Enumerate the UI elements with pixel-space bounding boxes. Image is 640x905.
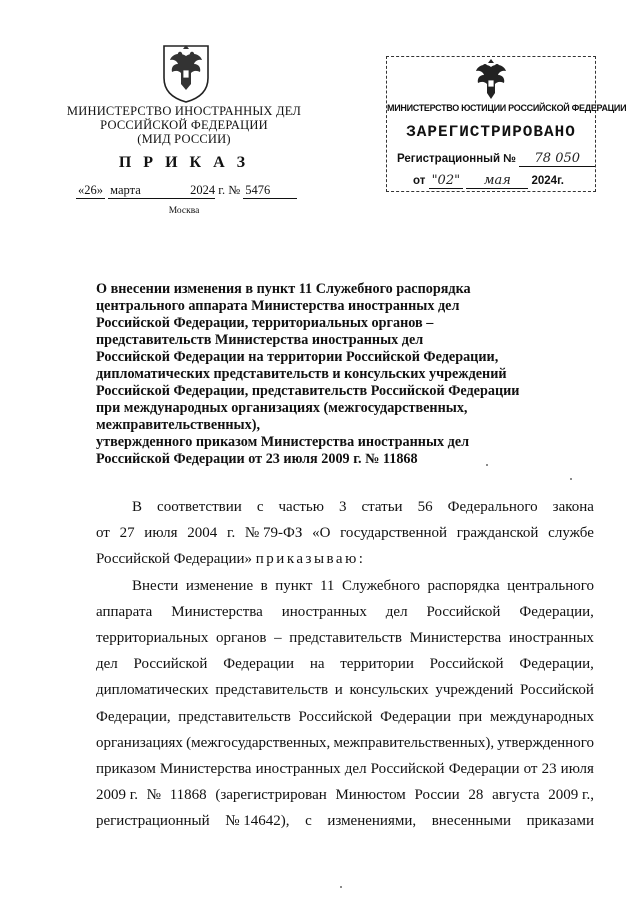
paragraph-2-line <box>96 808 594 834</box>
title-line: дипломатических представительств и консульских учреждений <box>96 366 507 382</box>
title-line: центрального аппарата Министерства иностранных дел <box>96 298 460 314</box>
word: службе <box>548 525 594 542</box>
word: июля <box>144 525 178 542</box>
stamp-reg-label: Регистрационный № <box>397 153 517 165</box>
word: консульских <box>349 682 429 699</box>
word: 23 <box>541 761 557 778</box>
paragraph-2-line <box>96 677 594 703</box>
stamp-date-line <box>413 173 593 189</box>
word: 2009 г. <box>96 787 138 804</box>
word: государственной <box>340 525 448 542</box>
word: межправительственных), <box>333 734 495 751</box>
word: при <box>458 708 483 725</box>
paragraph-2-line <box>96 782 594 808</box>
word: приказом <box>96 761 156 778</box>
word: 56 <box>417 499 433 515</box>
title-line: утвержденного приказом Министерства иностранных дел <box>96 434 470 450</box>
word: Министерства <box>409 630 502 647</box>
word: Российской <box>426 603 501 620</box>
word: Российской <box>429 656 504 673</box>
word: Минюстом <box>335 787 406 804</box>
word: 11 <box>319 577 335 594</box>
stamp-date-day: "02" <box>429 173 464 189</box>
ministry-line-1: МИНИСТЕРСТВО ИНОСТРАННЫХ ДЕЛ <box>66 104 302 118</box>
order-number: 5476 <box>243 183 297 199</box>
word: изменение <box>185 577 254 594</box>
word: г. <box>226 525 236 542</box>
word: 27 <box>119 525 135 542</box>
word: учреждений <box>435 682 514 699</box>
word: Федерации, <box>519 603 594 620</box>
stamp-department: МИНИСТЕРСТВО ЮСТИЦИИ РОССИЙСКОЙ ФЕДЕРАЦИИ <box>387 103 627 113</box>
paragraph-2-line <box>96 704 594 730</box>
scan-speck <box>486 464 488 466</box>
word: Федерации <box>223 656 295 673</box>
word: Федерации, <box>96 708 171 725</box>
word: иностранных <box>255 761 341 778</box>
title-line: О внесении изменения в пункт 11 Служебного распорядка <box>96 281 471 297</box>
word: распорядка <box>427 577 500 594</box>
word: – <box>274 630 282 647</box>
word: иностранных <box>508 630 594 647</box>
word: Федерации <box>448 761 520 778</box>
word: внесенными <box>431 813 512 830</box>
paragraph-1-line <box>96 520 594 546</box>
order-date-year: 2024 <box>190 183 216 197</box>
stamp-reg-number: 78 050 <box>519 151 595 167</box>
title-line: Российской Федерации от 23 июля 2009 г. № 11868 <box>96 451 418 467</box>
word: 3 <box>338 499 347 515</box>
paragraph-1-text: Российской Федерации» <box>96 551 253 568</box>
word: № 14642), <box>225 813 290 830</box>
word: с <box>305 813 312 830</box>
word: (зарегистрирован <box>215 787 327 804</box>
scan-speck <box>340 886 342 888</box>
title-line: Российской Федерации, представительств Российской Федерации <box>96 383 520 399</box>
word: дел <box>385 603 408 620</box>
title-line: межправительственных), <box>96 417 260 433</box>
paragraph-2-line <box>96 651 594 677</box>
word: Российской <box>520 682 594 699</box>
word: в <box>260 577 268 594</box>
word: международных <box>489 708 594 725</box>
word: 11868 <box>169 787 207 804</box>
word: гражданской <box>456 525 539 542</box>
word: представительств <box>215 682 329 699</box>
order-verb: приказываю: <box>255 551 366 568</box>
title-line: Российской Федерации, территориальных органов – <box>96 315 434 331</box>
paragraph-2-line <box>96 625 594 651</box>
word: иностранных <box>281 603 367 620</box>
order-number-sign: № <box>228 183 241 197</box>
scan-speck <box>570 478 572 480</box>
word: аппарата <box>96 603 153 620</box>
word: Служебного <box>341 577 420 594</box>
word: Федерации, <box>519 656 594 673</box>
paragraph-1-line <box>96 494 594 520</box>
word: регистрационный <box>96 813 210 830</box>
word: России <box>414 787 460 804</box>
order-year-suffix: г. <box>218 183 226 197</box>
paragraph-2-line <box>96 756 594 782</box>
coat-of-arms-emblem <box>158 40 214 104</box>
word: дел <box>96 656 118 673</box>
word: от <box>523 761 538 778</box>
word: (межгосударственных, <box>186 734 331 751</box>
word: органов <box>216 630 267 647</box>
word: Министерства <box>171 603 263 620</box>
word: закона <box>552 499 594 515</box>
word: Федерального <box>447 499 538 515</box>
word: статьи <box>361 499 403 515</box>
ministry-name <box>64 104 304 146</box>
title-line: представительств Министерства иностранных дел <box>96 332 424 348</box>
word: на <box>309 656 325 673</box>
order-date-month: марта <box>108 183 190 199</box>
word: приказами <box>526 813 594 830</box>
word: частью <box>278 499 324 515</box>
word: 2004 <box>187 525 218 542</box>
order-date-day: «26» <box>78 183 103 197</box>
word: Российской <box>133 656 208 673</box>
word: центрального <box>507 577 594 594</box>
word: № <box>146 787 161 804</box>
word: дипломатических <box>96 682 209 699</box>
word: Российской <box>298 708 373 725</box>
word: июля <box>560 761 594 778</box>
stamp-date-year: 2024г. <box>531 175 564 187</box>
word: представительств <box>289 630 402 647</box>
word: «О <box>312 525 331 542</box>
word: пункт <box>275 577 313 594</box>
ministry-line-3: (МИД РОССИИ) <box>137 132 231 146</box>
word: Внести <box>132 577 179 594</box>
word: организациях <box>96 734 183 751</box>
title-line: Российской Федерации на территории Российской Федерации, <box>96 349 499 365</box>
word: 28 <box>468 787 484 804</box>
stamp-date-month: мая <box>466 173 528 189</box>
document-title <box>96 281 566 468</box>
word: изменениями, <box>327 813 417 830</box>
ministry-line-2: РОССИЙСКОЙ ФЕДЕРАЦИИ <box>100 118 268 132</box>
word: и <box>334 682 343 699</box>
document-type: П Р И К А З <box>118 154 250 171</box>
word: соответствии <box>157 499 242 515</box>
paragraph-2-line <box>96 573 594 599</box>
stamp-registration-number-line <box>397 151 593 167</box>
document-body <box>96 494 594 835</box>
paragraph-2-line <box>96 730 594 756</box>
word: с <box>256 499 264 515</box>
word: Федерации <box>380 708 451 725</box>
word: территориальных <box>96 630 209 647</box>
word: дел <box>344 761 367 778</box>
word: В <box>132 499 143 515</box>
word: утвержденного <box>497 734 594 751</box>
city: Москва <box>168 206 200 216</box>
title-line: при международных организациях (межгосударственных, <box>96 400 468 416</box>
order-date-line <box>76 183 306 199</box>
stamp-eagle-icon <box>471 59 511 103</box>
registration-stamp <box>386 56 627 192</box>
word: 2009 г., <box>548 787 594 804</box>
word: территории <box>340 656 414 673</box>
paragraph-2-line <box>96 599 594 625</box>
stamp-status: ЗАРЕГИСТРИРОВАНО <box>406 123 576 141</box>
word: Российской <box>370 761 445 778</box>
word: представительств <box>178 708 291 725</box>
word: Министерства <box>159 761 252 778</box>
word: от <box>96 525 110 542</box>
word: № 79-ФЗ <box>244 525 303 542</box>
paragraph-1-line <box>96 546 594 572</box>
stamp-date-prefix: от <box>413 175 426 187</box>
word: августа <box>492 787 540 804</box>
